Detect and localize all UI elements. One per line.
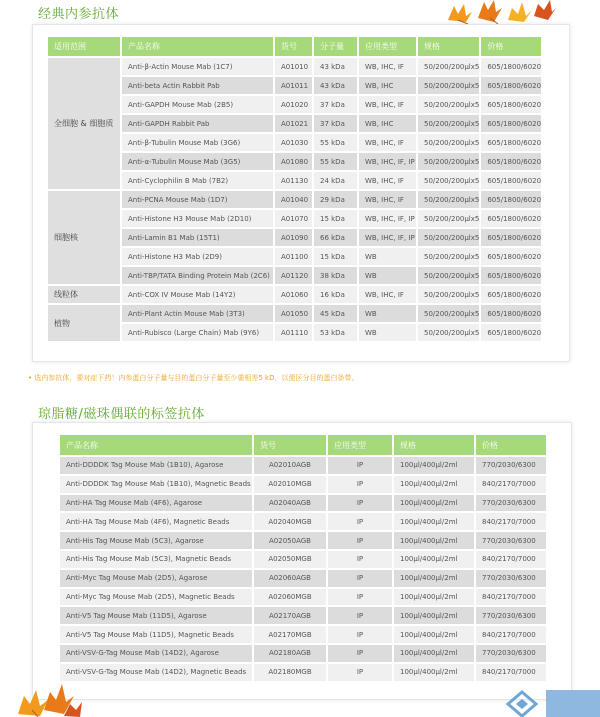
application-cell: WB, IHC, IF — [359, 96, 416, 113]
spec-cell: 50/200/200µlx5 — [418, 172, 479, 189]
product-name-cell: Anti-GAPDH Rabbit Pab — [122, 115, 273, 132]
table-row — [48, 134, 541, 151]
application-cell: WB, IHC, IF, IP — [359, 210, 416, 227]
price-cell: 770/2030/6300 — [476, 495, 546, 512]
product-name-cell: Anti-PCNA Mouse Mab (1D7) — [122, 191, 273, 208]
application-cell: WB, IHC — [359, 77, 416, 94]
spec-cell: 50/200/200µlx5 — [418, 96, 479, 113]
autumn-leaves-icon — [438, 0, 558, 24]
spec-cell: 50/200/200µlx5 — [418, 58, 479, 75]
catalog-no-cell: A01021 — [275, 115, 312, 132]
catalog-no-cell: A01060 — [275, 286, 312, 303]
catalog-no-cell: A01090 — [275, 229, 312, 246]
autumn-leaves-icon — [14, 680, 84, 717]
application-cell: WB — [359, 305, 416, 322]
price-cell: 770/2030/6300 — [476, 532, 546, 549]
product-name-cell: Anti-HA Tag Mouse Mab (4F6), Agarose — [60, 495, 252, 512]
category-cell: 细胞核 — [48, 191, 120, 284]
price-cell: 840/2170/7000 — [476, 626, 546, 643]
price-cell: 605/1800/6020 — [481, 115, 541, 132]
price-cell: 605/1800/6020 — [481, 305, 541, 322]
catalog-no-cell: A02170AGB — [254, 607, 326, 624]
table-row — [48, 248, 541, 265]
application-cell: IP — [328, 589, 392, 606]
spec-cell: 50/200/200µlx5 — [418, 267, 479, 284]
molecular-weight-cell: 66 kDa — [314, 229, 357, 246]
table-row — [48, 172, 541, 189]
molecular-weight-cell: 24 kDa — [314, 172, 357, 189]
catalog-no-cell: A02180AGB — [254, 645, 326, 662]
application-cell: IP — [328, 570, 392, 587]
application-cell: IP — [328, 476, 392, 493]
application-cell: WB, IHC, IF — [359, 191, 416, 208]
header-price: 价格 — [481, 37, 541, 56]
section-title-reference-antibodies: 经典内参抗体 — [38, 7, 120, 22]
table-row — [48, 229, 541, 246]
table-row — [60, 457, 546, 474]
price-cell: 840/2170/7000 — [476, 551, 546, 568]
molecular-weight-cell: 53 kDa — [314, 324, 357, 341]
header-spec: 规格 — [418, 37, 479, 56]
product-name-cell: Anti-GAPDH Mouse Mab (2B5) — [122, 96, 273, 113]
product-name-cell: Anti-beta Actin Rabbit Pab — [122, 77, 273, 94]
spec-cell: 50/200/200µlx5 — [418, 324, 479, 341]
spec-cell: 100µl/400µl/2ml — [394, 607, 474, 624]
product-name-cell: Anti-α-Tubulin Mouse Mab (3G5) — [122, 153, 273, 170]
molecular-weight-cell: 15 kDa — [314, 248, 357, 265]
molecular-weight-cell: 37 kDa — [314, 96, 357, 113]
catalog-no-cell: A02170MGB — [254, 626, 326, 643]
header-catalog-no: 货号 — [275, 37, 312, 56]
table-row — [60, 664, 546, 681]
catalog-no-cell: A01110 — [275, 324, 312, 341]
header-product-name: 产品名称 — [60, 435, 252, 455]
price-cell: 605/1800/6020 — [481, 77, 541, 94]
molecular-weight-cell: 29 kDa — [314, 191, 357, 208]
price-cell: 770/2030/6300 — [476, 607, 546, 624]
catalog-no-cell: A01011 — [275, 77, 312, 94]
price-cell: 770/2030/6300 — [476, 457, 546, 474]
spec-cell: 50/200/200µlx5 — [418, 191, 479, 208]
price-cell: 605/1800/6020 — [481, 191, 541, 208]
catalog-no-cell: A01030 — [275, 134, 312, 151]
spec-cell: 100µl/400µl/2ml — [394, 645, 474, 662]
table-row — [60, 589, 546, 606]
header-scope: 适用范围 — [48, 37, 120, 56]
price-cell: 605/1800/6020 — [481, 58, 541, 75]
application-cell: IP — [328, 645, 392, 662]
product-name-cell: Anti-COX IV Mouse Mab (14Y2) — [122, 286, 273, 303]
product-name-cell: Anti-Histone H3 Mouse Mab (2D10) — [122, 210, 273, 227]
catalog-no-cell: A01010 — [275, 58, 312, 75]
table-row — [60, 476, 546, 493]
application-cell: WB — [359, 248, 416, 265]
price-cell: 605/1800/6020 — [481, 267, 541, 284]
application-cell: WB, IHC, IF — [359, 134, 416, 151]
molecular-weight-cell: 43 kDa — [314, 58, 357, 75]
spec-cell: 50/200/200µlx5 — [418, 210, 479, 227]
header-product-name: 产品名称 — [122, 37, 273, 56]
application-cell: IP — [328, 513, 392, 530]
application-cell: IP — [328, 551, 392, 568]
product-name-cell: Anti-Plant Actin Mouse Mab (3T3) — [122, 305, 273, 322]
table-row — [48, 153, 541, 170]
catalog-no-cell: A02060AGB — [254, 570, 326, 587]
application-cell: WB, IHC, IF, IP — [359, 229, 416, 246]
table-row — [60, 626, 546, 643]
spec-cell: 50/200/200µlx5 — [418, 229, 479, 246]
product-name-cell: Anti-β-Tubulin Mouse Mab (3G6) — [122, 134, 273, 151]
spec-cell: 50/200/200µlx5 — [418, 305, 479, 322]
price-cell: 605/1800/6020 — [481, 286, 541, 303]
spec-cell: 100µl/400µl/2ml — [394, 626, 474, 643]
header-spec: 规格 — [394, 435, 474, 455]
category-cell: 全细胞 & 细胞质 — [48, 58, 120, 189]
product-name-cell: Anti-Myc Tag Mouse Mab (2D5), Agarose — [60, 570, 252, 587]
header-molecular-weight: 分子量 — [314, 37, 357, 56]
price-cell: 605/1800/6020 — [481, 324, 541, 341]
molecular-weight-cell: 15 kDa — [314, 210, 357, 227]
table-row — [60, 513, 546, 530]
product-name-cell: Anti-Myc Tag Mouse Mab (2D5), Magnetic Beads — [60, 589, 252, 606]
table-row — [60, 495, 546, 512]
catalog-no-cell: A01130 — [275, 172, 312, 189]
price-cell: 605/1800/6020 — [481, 210, 541, 227]
price-cell: 605/1800/6020 — [481, 134, 541, 151]
price-cell: 605/1800/6020 — [481, 96, 541, 113]
header-catalog-no: 货号 — [254, 435, 326, 455]
product-name-cell: Anti-VSV-G-Tag Mouse Mab (14D2), Magnetic Beads — [60, 664, 252, 681]
table-row — [48, 96, 541, 113]
table-row — [48, 267, 541, 284]
table-header-row — [60, 435, 546, 455]
spec-cell: 50/200/200µlx5 — [418, 115, 479, 132]
price-cell: 840/2170/7000 — [476, 476, 546, 493]
diamond-logo-icon — [502, 690, 542, 717]
catalog-no-cell: A01100 — [275, 248, 312, 265]
table-row — [48, 324, 541, 341]
spec-cell: 100µl/400µl/2ml — [394, 513, 474, 530]
spec-cell: 50/200/200µlx5 — [418, 134, 479, 151]
spec-cell: 50/200/200µlx5 — [418, 153, 479, 170]
product-name-cell: Anti-TBP/TATA Binding Protein Mab (2C6) — [122, 267, 273, 284]
product-name-cell: Anti-Lamin B1 Mab (15T1) — [122, 229, 273, 246]
application-cell: WB — [359, 267, 416, 284]
table-row — [60, 570, 546, 587]
tag-antibody-table — [58, 433, 548, 683]
catalog-no-cell: A02040AGB — [254, 495, 326, 512]
table-row — [60, 551, 546, 568]
application-cell: IP — [328, 495, 392, 512]
spec-cell: 100µl/400µl/2ml — [394, 495, 474, 512]
table-row — [60, 645, 546, 662]
decorative-corner-block — [546, 690, 600, 717]
table-row — [48, 115, 541, 132]
product-name-cell: Anti-V5 Tag Mouse Mab (11D5), Agarose — [60, 607, 252, 624]
table-header-row — [48, 37, 541, 56]
catalog-no-cell: A01050 — [275, 305, 312, 322]
application-cell: IP — [328, 607, 392, 624]
spec-cell: 50/200/200µlx5 — [418, 286, 479, 303]
product-name-cell: Anti-Cyclophilin B Mab (7B2) — [122, 172, 273, 189]
product-name-cell: Anti-DDDDK Tag Mouse Mab (1B10), Agarose — [60, 457, 252, 474]
molecular-weight-cell: 55 kDa — [314, 134, 357, 151]
catalog-no-cell: A02010MGB — [254, 476, 326, 493]
price-cell: 840/2170/7000 — [476, 589, 546, 606]
header-application: 应用类型 — [359, 37, 416, 56]
table-row — [48, 77, 541, 94]
product-name-cell: Anti-Rubisco (Large Chain) Mab (9Y6) — [122, 324, 273, 341]
price-cell: 605/1800/6020 — [481, 229, 541, 246]
price-cell: 770/2030/6300 — [476, 570, 546, 587]
application-cell: IP — [328, 457, 392, 474]
category-cell: 植物 — [48, 305, 120, 341]
spec-cell: 100µl/400µl/2ml — [394, 589, 474, 606]
catalog-no-cell: A02040MGB — [254, 513, 326, 530]
price-cell: 605/1800/6020 — [481, 153, 541, 170]
product-name-cell: Anti-β-Actin Mouse Mab (1C7) — [122, 58, 273, 75]
spec-cell: 100µl/400µl/2ml — [394, 532, 474, 549]
section-title-tag-antibodies: 琼脂糖/磁珠偶联的标签抗体 — [38, 407, 205, 422]
product-name-cell: Anti-V5 Tag Mouse Mab (11D5), Magnetic Beads — [60, 626, 252, 643]
application-cell: WB, IHC, IF — [359, 58, 416, 75]
application-cell: IP — [328, 532, 392, 549]
header-price: 价格 — [476, 435, 546, 455]
price-cell: 840/2170/7000 — [476, 664, 546, 681]
application-cell: IP — [328, 626, 392, 643]
spec-cell: 100µl/400µl/2ml — [394, 570, 474, 587]
price-cell: 770/2030/6300 — [476, 645, 546, 662]
table-row — [48, 305, 541, 322]
molecular-weight-cell: 16 kDa — [314, 286, 357, 303]
catalog-no-cell: A02180MGB — [254, 664, 326, 681]
table-row — [48, 191, 541, 208]
category-cell: 线粒体 — [48, 286, 120, 303]
table-row — [48, 58, 541, 75]
price-cell: 605/1800/6020 — [481, 248, 541, 265]
catalog-no-cell: A01080 — [275, 153, 312, 170]
spec-cell: 100µl/400µl/2ml — [394, 457, 474, 474]
table-row — [48, 286, 541, 303]
spec-cell: 50/200/200µlx5 — [418, 248, 479, 265]
catalog-no-cell: A01070 — [275, 210, 312, 227]
price-cell: 840/2170/7000 — [476, 513, 546, 530]
product-name-cell: Anti-His Tag Mouse Mab (5C3), Magnetic Beads — [60, 551, 252, 568]
table-row — [60, 532, 546, 549]
spec-cell: 100µl/400µl/2ml — [394, 551, 474, 568]
reference-antibody-table — [46, 35, 543, 343]
application-cell: WB, IHC, IF, IP — [359, 153, 416, 170]
catalog-no-cell: A01120 — [275, 267, 312, 284]
table-row — [60, 607, 546, 624]
catalog-no-cell: A02010AGB — [254, 457, 326, 474]
product-name-cell: Anti-VSV-G-Tag Mouse Mab (14D2), Agarose — [60, 645, 252, 662]
molecular-weight-cell: 43 kDa — [314, 77, 357, 94]
product-name-cell: Anti-Histone H3 Mab (2D9) — [122, 248, 273, 265]
molecular-weight-cell: 45 kDa — [314, 305, 357, 322]
application-cell: IP — [328, 664, 392, 681]
selection-note: • 选内参抗体，要对症下药！内参蛋白分子量与目的蛋白分子量至少要相差5 kD，以便区分目的蛋白条带。 — [28, 374, 359, 382]
spec-cell: 50/200/200µlx5 — [418, 77, 479, 94]
header-application: 应用类型 — [328, 435, 392, 455]
table-row — [48, 210, 541, 227]
application-cell: WB, IHC, IF — [359, 286, 416, 303]
application-cell: WB, IHC, IF — [359, 172, 416, 189]
catalog-no-cell: A02050AGB — [254, 532, 326, 549]
application-cell: WB, IHC — [359, 115, 416, 132]
molecular-weight-cell: 55 kDa — [314, 153, 357, 170]
catalog-no-cell: A01040 — [275, 191, 312, 208]
price-cell: 605/1800/6020 — [481, 172, 541, 189]
catalog-no-cell: A02050MGB — [254, 551, 326, 568]
application-cell: WB — [359, 324, 416, 341]
molecular-weight-cell: 37 kDa — [314, 115, 357, 132]
spec-cell: 100µl/400µl/2ml — [394, 476, 474, 493]
product-name-cell: Anti-DDDDK Tag Mouse Mab (1B10), Magnetic Beads — [60, 476, 252, 493]
spec-cell: 100µl/400µl/2ml — [394, 664, 474, 681]
product-name-cell: Anti-His Tag Mouse Mab (5C3), Agarose — [60, 532, 252, 549]
product-name-cell: Anti-HA Tag Mouse Mab (4F6), Magnetic Beads — [60, 513, 252, 530]
catalog-no-cell: A02060MGB — [254, 589, 326, 606]
molecular-weight-cell: 38 kDa — [314, 267, 357, 284]
catalog-no-cell: A01020 — [275, 96, 312, 113]
